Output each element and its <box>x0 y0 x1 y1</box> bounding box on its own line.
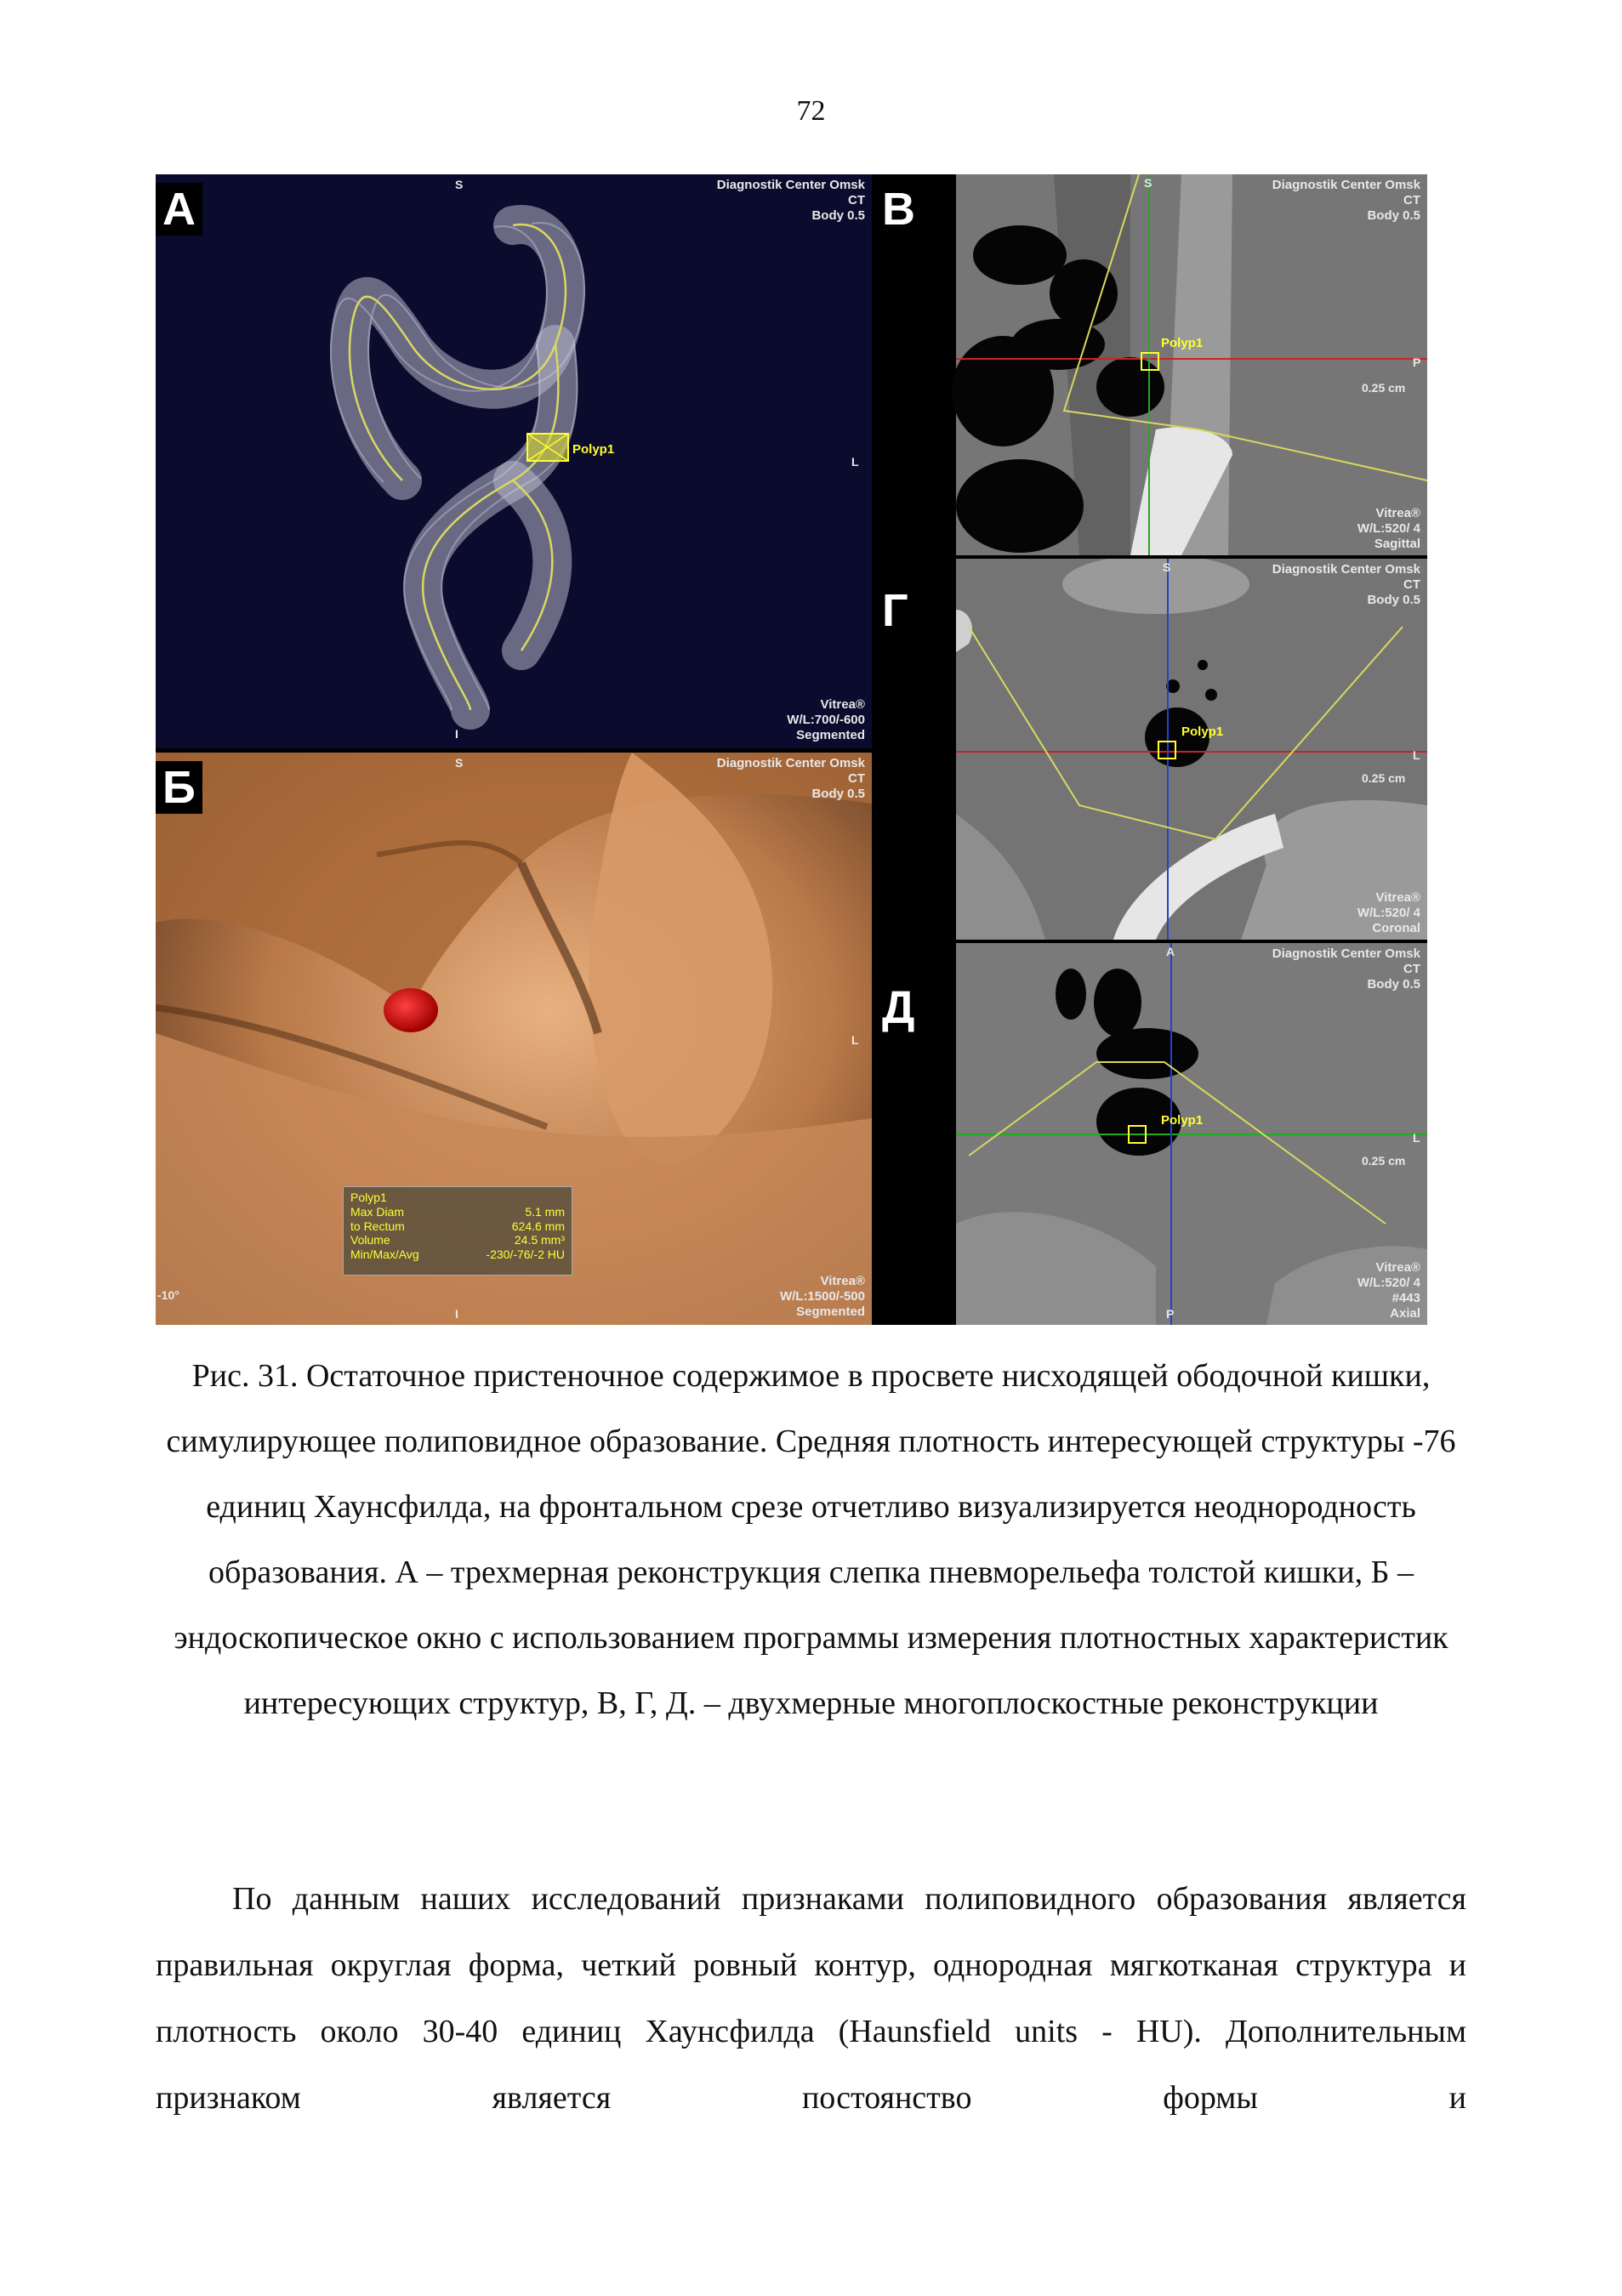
measurement-box <box>343 1186 572 1276</box>
orient-top-d: A <box>1166 945 1175 958</box>
colon-3d-render <box>156 174 872 748</box>
panel-b-endoscopic <box>156 753 872 1325</box>
measure-row: Max Diam 5.1 mm <box>350 1204 565 1219</box>
measure-row: to Rectum 624.6 mm <box>350 1219 565 1233</box>
orient-bottom-b: I <box>455 1307 458 1321</box>
panel-a-3d-colon <box>156 174 872 748</box>
polyp-marker-a <box>527 434 568 461</box>
info-top-a: Diagnostik Center Omsk CT Body 0.5 <box>716 178 865 223</box>
orient-bottom-d: P <box>1166 1307 1175 1321</box>
info-bottom-g: Vitrea® W/L:520/ 4 Coronal <box>1357 890 1420 935</box>
orient-top-b: S <box>455 756 464 770</box>
info-top-d: Diagnostik Center Omsk CT Body 0.5 <box>1272 946 1420 992</box>
orient-top-v: S <box>1144 176 1152 190</box>
orient-right-d: L <box>1413 1131 1420 1145</box>
panel-v-sagittal <box>875 174 1427 555</box>
scale-v: 0.25 cm <box>1362 381 1406 395</box>
info-top-g: Diagnostik Center Omsk CT Body 0.5 <box>1272 562 1420 607</box>
measure-row: Volume 24.5 mm³ <box>350 1233 565 1247</box>
measure-title: Polyp1 <box>350 1191 387 1204</box>
polyp-label-v: Polyp1 <box>1161 336 1204 350</box>
panel-g-coronal <box>875 559 1427 940</box>
orient-top-g: S <box>1163 560 1171 574</box>
orient-right-a: L <box>851 455 859 469</box>
polyp-red <box>384 988 438 1032</box>
orient-bottom-a: I <box>455 727 458 741</box>
info-bottom-b: Vitrea® W/L:1500/-500 Segmented <box>779 1274 865 1319</box>
polyp-label-g: Polyp1 <box>1181 725 1224 739</box>
polyp-label-a: Polyp1 <box>572 442 615 457</box>
panel-letter-a: А <box>156 183 202 236</box>
orient-right-v: P <box>1413 355 1421 369</box>
info-bottom-v: Vitrea® W/L:520/ 4 Sagittal <box>1357 506 1420 551</box>
orient-top-a: S <box>455 178 464 191</box>
panel-d-axial <box>875 943 1427 1325</box>
body-paragraph: По данным наших исследований признаками полиповидного образования является правильная округлая форма, четкий ровный контур, однородная мягкотканая структура и плотность около 30-40 единиц Хаунсфилда (Haunsfield units - HU). Дополнительным признаком является постоянство формы и <box>156 1881 1466 2116</box>
panel-letter-v: В <box>875 183 922 236</box>
scale-d: 0.25 cm <box>1362 1154 1406 1168</box>
ct-coronal-image <box>875 559 1427 940</box>
page-number: 72 <box>796 95 826 127</box>
measure-row: Min/Max/Avg -230/-76/-2 HU <box>350 1247 565 1262</box>
figure-31 <box>156 174 1427 1325</box>
orient-right-b: L <box>851 1033 859 1047</box>
info-bottom-d: Vitrea® W/L:520/ 4 #443 Axial <box>1357 1260 1420 1321</box>
ct-axial-image <box>875 943 1427 1325</box>
angle-b: -10° <box>157 1288 179 1302</box>
orient-right-g: L <box>1413 748 1420 762</box>
info-top-b: Diagnostik Center Omsk CT Body 0.5 <box>716 756 865 801</box>
scale-g: 0.25 cm <box>1362 771 1406 785</box>
panel-letter-g: Г <box>875 584 915 637</box>
info-top-v: Diagnostik Center Omsk CT Body 0.5 <box>1272 178 1420 223</box>
panel-letter-b: Б <box>156 761 202 814</box>
polyp-label-d: Polyp1 <box>1161 1113 1204 1128</box>
figure-caption: Рис. 31. Остаточное пристеночное содержимое в просвете нисходящей ободочной кишки, симулирующее полиповидное образование. Средняя плотность интересующей структуры -76 единиц Хаунсфилда, на фронтальном срезе отчетливо визуализируется неоднородность образования. А – трехмерная реконструкция слепка пневморельефа толстой кишки, Б – эндоскопическое окно с использованием программы измерения плотностных характеристик интересующих структур, В, Г, Д. – двухмерные многоплоскостные реконструкции <box>166 1358 1456 1721</box>
ct-sagittal-image <box>875 174 1427 555</box>
info-bottom-a: Vitrea® W/L:700/-600 Segmented <box>787 697 865 742</box>
panel-letter-d: Д <box>875 981 921 1034</box>
